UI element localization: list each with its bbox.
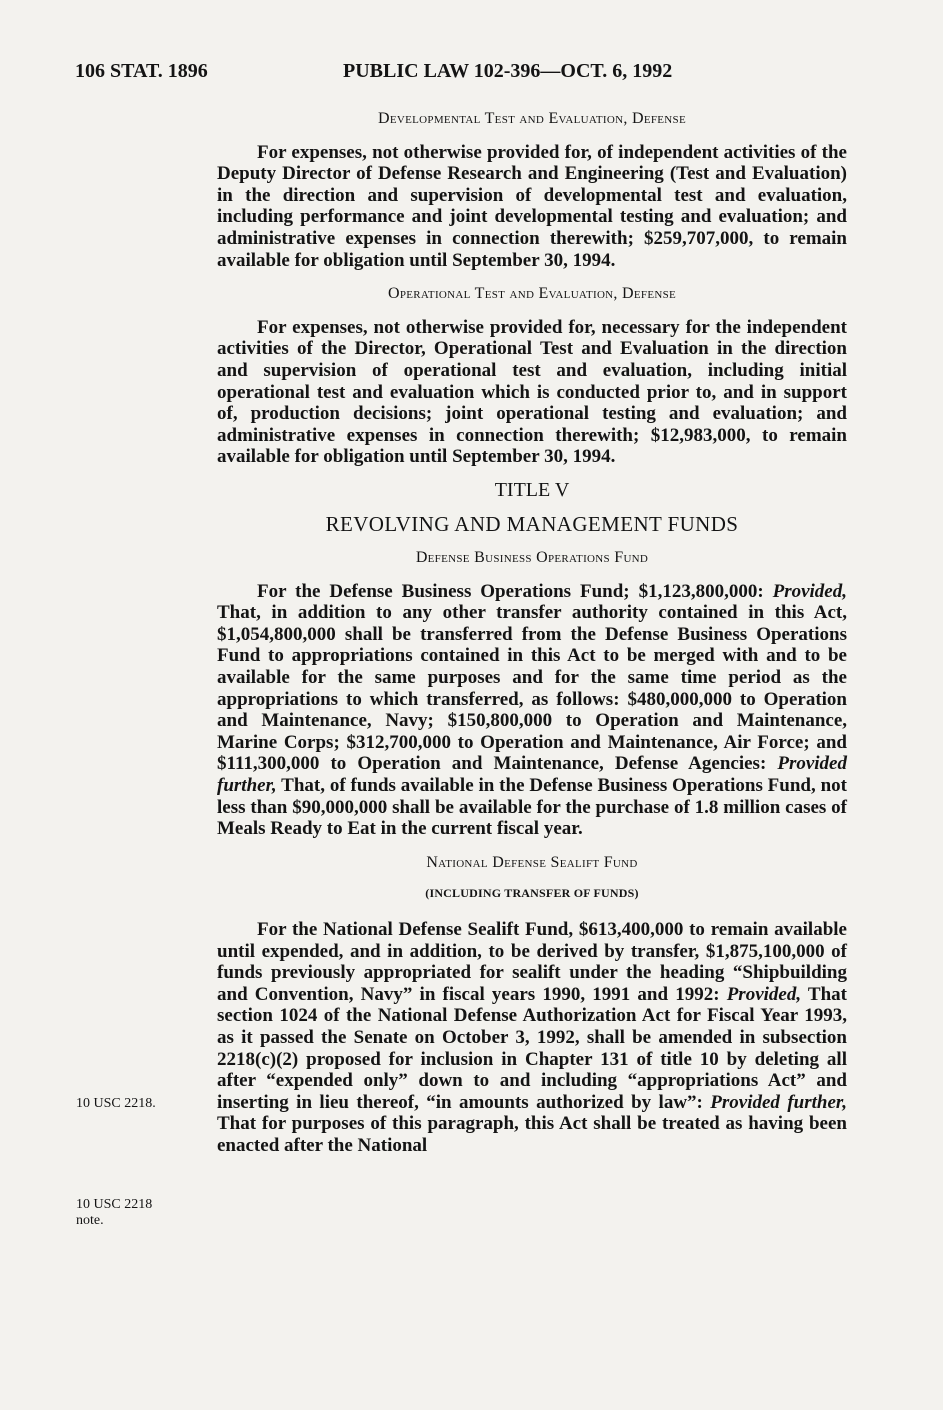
paragraph-ndsf	[217, 919, 847, 1157]
section-heading-ndsf: National Defense Sealift Fund	[426, 853, 638, 871]
paragraph-dte: For expenses, not otherwise provided for, of independent activities of the Deputy Director of Defense Research and Engineering (Test and Evaluation) in the direction and supervision of developmental test and evaluation, including performance and joint developmental testing and evaluation; and administrative expenses in connection therewith; $259,707,000, to remain available for obligation until September 30, 1994.	[217, 141, 847, 271]
running-head	[75, 60, 845, 84]
ndsf-text-3: That for purposes of this paragraph, this Act shall be treated as having been enacted after the National	[217, 1113, 847, 1156]
margin-note-line-1: 10 USC 2218	[76, 1197, 153, 1212]
ndsf-text-1: For the National Defense Sealift Fund, $613,400,000 to remain available until expended, and in addition, to be derived by transfer, $1,875,100,000 of funds previously appropriated for sealift under the heading “Shipbuilding and Convention, Navy” in fiscal years 1990, 1991 and 1992:	[217, 919, 847, 1005]
title-name: REVOLVING AND MANAGEMENT FUNDS	[325, 511, 739, 536]
ndsf-provided-1: Provided,	[726, 983, 802, 1005]
margin-note-line-2: note.	[76, 1213, 104, 1228]
margin-note-usc-2218: 10 USC 2218.	[76, 1096, 156, 1111]
body-column	[217, 108, 847, 1169]
dbof-text-3: That, of funds available in the Defense Business Operations Fund, not less than $90,000,000 shall be available for the purchase of 1.8 million cases of Meals Ready to Eat in the current fiscal year.	[217, 775, 847, 840]
ndsf-text-2: That section 1024 of the National Defense Authorization Act for Fiscal Year 1993, as it passed the Senate on October 3, 1992, shall be amended in subsection 2218(c)(2) proposed for inclusion in Chapter 131 of title 10 by deleting all after “expended only” down to and including “appropriations Act” and inserting in lieu thereof, “in amounts authorized by law”:	[217, 983, 847, 1113]
stat-reference: 106 STAT. 1896	[75, 60, 208, 82]
paragraph-dbof	[217, 581, 847, 840]
paragraph-ote: For expenses, not otherwise provided for, necessary for the independent activities of the Director, Operational Test and Evaluation in the direction and supervision of operational test and evaluation, including initial operational test and evaluation which is conducted prior to, and in support of, production decisions; joint operational testing and evaluation; and administrative expenses in connection therewith; $12,983,000, to remain available for obligation until September 30, 1994.	[217, 316, 847, 468]
dbof-text-2: That, in addition to any other transfer authority contained in this Act, $1,054,800,000 shall be transferred from the Defense Business Operations Fund to appropriations contained in this Act to be merged with and to be available for the same purposes and for the same time period as the appropriations to which transferred, as follows: $480,000,000 to Operation and Maintenance, Navy; $150,800,000 to Operation and Maintenance, Marine Corps; $312,700,000 to Operation and Maintenance, Air Force; and $111,300,000 to Operation and Maintenance, Defense Agencies:	[217, 602, 847, 775]
public-law-reference: PUBLIC LAW 102-396—OCT. 6, 1992	[343, 60, 673, 82]
section-heading-ote: Operational Test and Evaluation, Defense	[387, 285, 677, 303]
dbof-provided-2: Provided further,	[217, 753, 847, 797]
section-subheading-ndsf: (INCLUDING TRANSFER OF FUNDS)	[425, 886, 639, 901]
title-number: TITLE V	[494, 478, 570, 501]
section-heading-dte: Developmental Test and Evaluation, Defense	[378, 110, 686, 127]
ndsf-provided-2: Provided further,	[710, 1091, 847, 1113]
margin-note-usc-2218-note	[76, 1197, 196, 1229]
dbof-provided-1: Provided,	[772, 580, 847, 602]
dbof-text-1: For the Defense Business Operations Fund; $1,123,800,000:	[257, 580, 773, 602]
section-heading-dbof: Defense Business Operations Fund	[415, 549, 649, 567]
